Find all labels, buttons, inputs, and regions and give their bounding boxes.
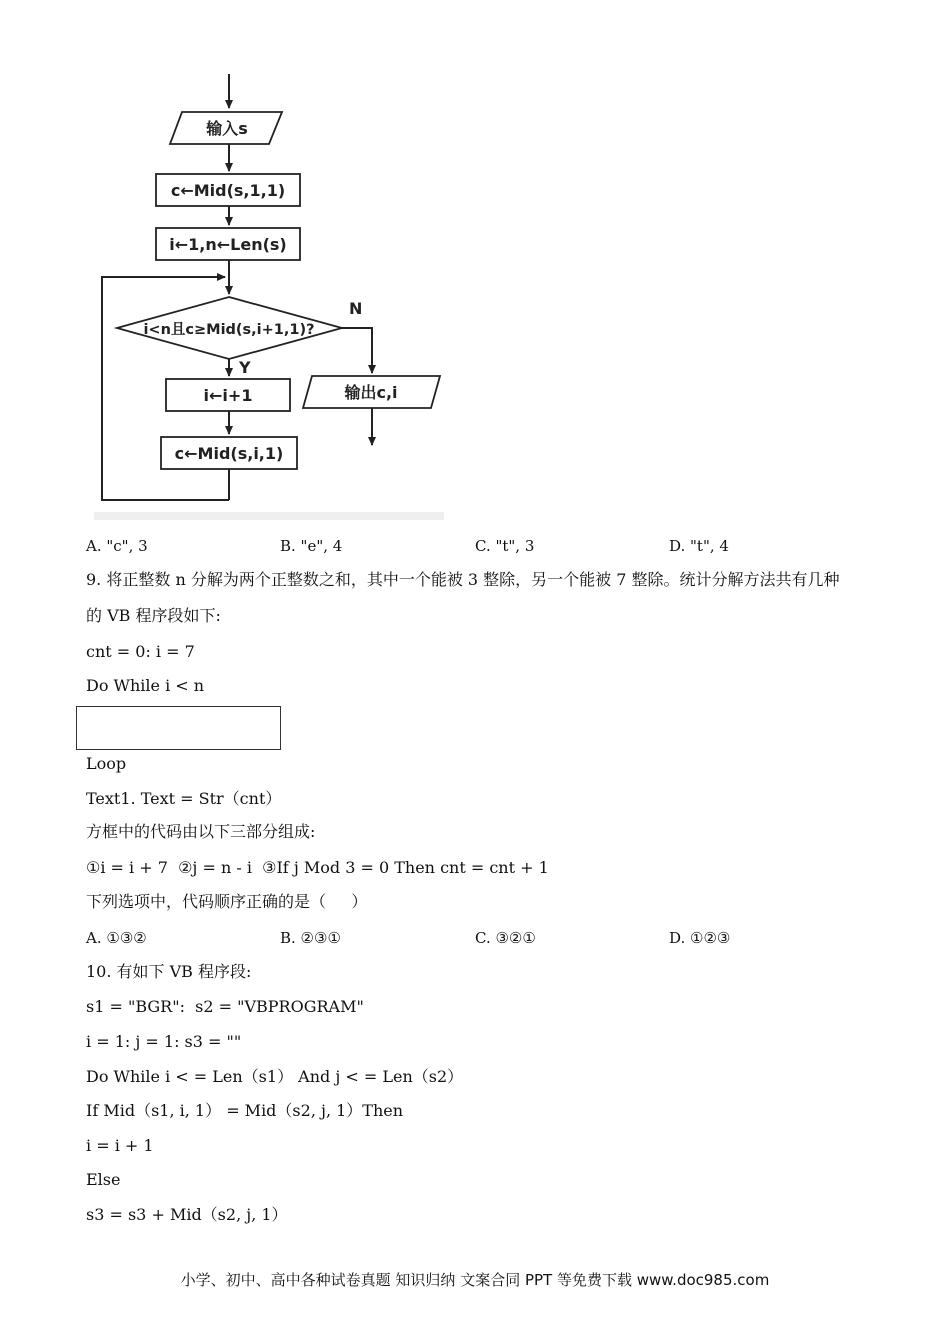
q9-ask: 下列选项中，代码顺序正确的是（ ） [86, 892, 368, 911]
q10-line-1: s1 = "BGR": s2 = "VBPROGRAM" [86, 997, 364, 1016]
q8-option-c: C. "t", 3 [475, 537, 535, 555]
condition-label: i<n且c≥Mid(s,i+1,1)? [143, 322, 315, 338]
init-c-label: c←Mid(s,1,1) [170, 181, 286, 200]
q10-line-4: If Mid（s1, i, 1） = Mid（s2, j, 1）Then [86, 1101, 404, 1120]
q9-option-c: C. ③②① [475, 929, 536, 947]
q9-stem: 9. 将正整数 n 分解为两个正整数之和，其中一个能被 3 整除，另一个能被 7 整除。统计分解方法共有几种 [86, 570, 840, 589]
inc-i-label: i←i+1 [203, 386, 253, 405]
q8-option-d: D. "t", 4 [669, 537, 729, 555]
q10-line-5: i = i + 1 [86, 1136, 154, 1155]
q10-line-3: Do While i < = Len（s1） And j < = Len（s2） [86, 1067, 464, 1086]
yes-label: Y [239, 358, 251, 377]
q9-desc: 方框中的代码由以下三部分组成: [86, 822, 316, 841]
q8-option-b: B. "e", 4 [280, 537, 343, 555]
q9-stem-2: 的 VB 程序段如下: [86, 606, 221, 625]
input-label: 输入s [206, 119, 248, 138]
q10-line-2: i = 1: j = 1: s3 = "" [86, 1032, 242, 1051]
q10-stem: 10. 有如下 VB 程序段: [86, 962, 252, 981]
q9-code-3: Loop [86, 754, 127, 773]
init-i-n-label: i←1,n←Len(s) [169, 235, 287, 254]
q8-option-a: A. "c", 3 [86, 537, 148, 555]
q9-blank-box [76, 706, 281, 750]
update-c-label: c←Mid(s,i,1) [174, 444, 284, 463]
q10-line-7: s3 = s3 + Mid（s2, j, 1） [86, 1205, 288, 1224]
q9-option-a: A. ①③② [86, 929, 147, 947]
q9-code-2: Do While i < n [86, 676, 205, 695]
flowchart-diagram [94, 72, 444, 522]
q9-code-4: Text1. Text = Str（cnt） [86, 789, 282, 808]
no-label: N [349, 299, 363, 318]
q9-code-1: cnt = 0: i = 7 [86, 642, 195, 661]
q9-option-b: B. ②③① [280, 929, 341, 947]
flowchart [94, 72, 444, 522]
q9-parts: ①i = i + 7 ②j = n - i ③If j Mod 3 = 0 Then cnt = cnt + 1 [86, 858, 549, 877]
page-footer: 小学、初中、高中各种试卷真题 知识归纳 文案合同 PPT 等免费下载 www.doc985.com [180, 1271, 770, 1289]
output-label: 输出c,i [344, 383, 398, 402]
q9-option-d: D. ①②③ [669, 929, 731, 947]
q10-line-6: Else [86, 1170, 121, 1189]
